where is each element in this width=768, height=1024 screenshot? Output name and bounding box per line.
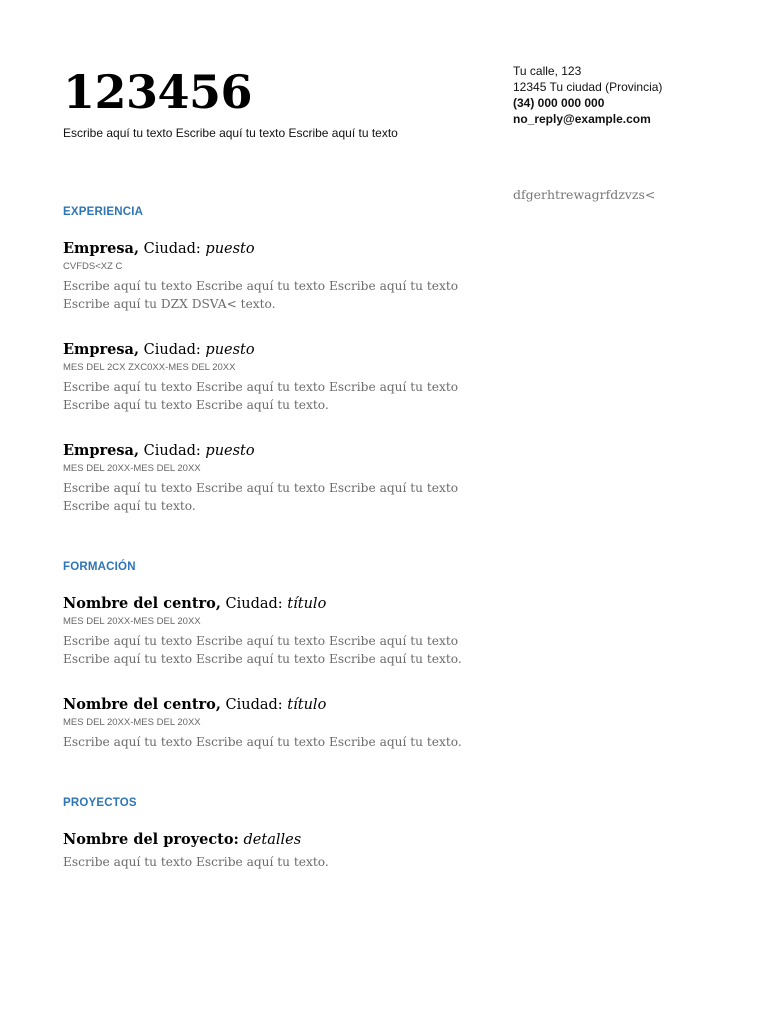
resume-tagline: Escribe aquí tu texto Escribe aquí tu texto Escribe aquí tu texto <box>63 126 398 140</box>
entry-date: CVFDS<XZ C <box>63 261 123 272</box>
entry-role: puesto <box>205 342 255 358</box>
entry-description: Escribe aquí tu texto Escribe aquí tu texto Escribe aquí tu texto. <box>63 735 462 749</box>
entry-city: Ciudad: <box>139 241 206 257</box>
resume-name: 123456 <box>63 65 253 119</box>
entry-school: Nombre del centro, <box>63 595 221 612</box>
entry-city: Ciudad: <box>139 443 206 459</box>
experience-entry <box>63 239 463 313</box>
entry-project-name: Nombre del proyecto: <box>63 831 239 848</box>
entry-company: Empresa, <box>63 442 140 459</box>
entry-date: MES DEL 20XX-MES DEL 20XX <box>63 717 201 728</box>
section-title-education: FORMACIÓN <box>63 561 136 573</box>
entry-date: MES DEL 2CX ZXC0XX-MES DEL 20XX <box>63 362 236 373</box>
entry-heading <box>63 830 463 850</box>
entry-role: puesto <box>205 443 255 459</box>
experience-entry <box>63 340 463 414</box>
contact-city: 12345 Tu ciudad (Provincia) <box>513 80 663 94</box>
entry-date: MES DEL 20XX-MES DEL 20XX <box>63 616 201 627</box>
contact-phone: (34) 000 000 000 <box>513 96 605 110</box>
side-note: dfgerhtrewagrfdzvzs< <box>513 187 656 202</box>
entry-description: Escribe aquí tu texto Escribe aquí tu texto Escribe aquí tu texto Escribe aquí tu DZX DSVA< texto. <box>63 279 459 311</box>
entry-company: Empresa, <box>63 341 140 358</box>
entry-description: Escribe aquí tu texto Escribe aquí tu texto Escribe aquí tu texto Escribe aquí tu texto. <box>63 481 459 513</box>
education-entry <box>63 594 463 668</box>
contact-street: Tu calle, 123 <box>513 64 582 78</box>
entry-date: MES DEL 20XX-MES DEL 20XX <box>63 463 201 474</box>
entry-degree: título <box>287 596 327 612</box>
experience-entry <box>63 441 463 515</box>
entry-description: Escribe aquí tu texto Escribe aquí tu texto Escribe aquí tu texto Escribe aquí tu texto Escribe aquí tu texto. <box>63 380 459 412</box>
section-title-projects: PROYECTOS <box>63 797 137 809</box>
entry-school: Nombre del centro, <box>63 696 221 713</box>
entry-description: Escribe aquí tu texto Escribe aquí tu texto. <box>63 855 329 869</box>
entry-degree: título <box>287 697 327 713</box>
entry-description: Escribe aquí tu texto Escribe aquí tu texto Escribe aquí tu texto Escribe aquí tu texto Escribe aquí tu texto Escribe aquí tu texto. <box>63 634 462 666</box>
entry-heading <box>63 594 463 614</box>
entry-city: Ciudad: <box>220 596 288 612</box>
entry-heading <box>63 340 463 360</box>
entry-city: Ciudad: <box>220 697 288 713</box>
entry-city: Ciudad: <box>139 342 206 358</box>
section-title-experience: EXPERIENCIA <box>63 206 144 218</box>
entry-role: puesto <box>205 241 255 257</box>
education-entry <box>63 695 463 751</box>
contact-email: no_reply@example.com <box>513 112 651 126</box>
project-entry <box>63 830 463 871</box>
entry-heading <box>63 441 463 461</box>
entry-company: Empresa, <box>63 240 140 257</box>
entry-heading <box>63 239 463 259</box>
entry-heading <box>63 695 463 715</box>
contact-block <box>513 63 662 127</box>
entry-project-details: detalles <box>243 832 302 848</box>
